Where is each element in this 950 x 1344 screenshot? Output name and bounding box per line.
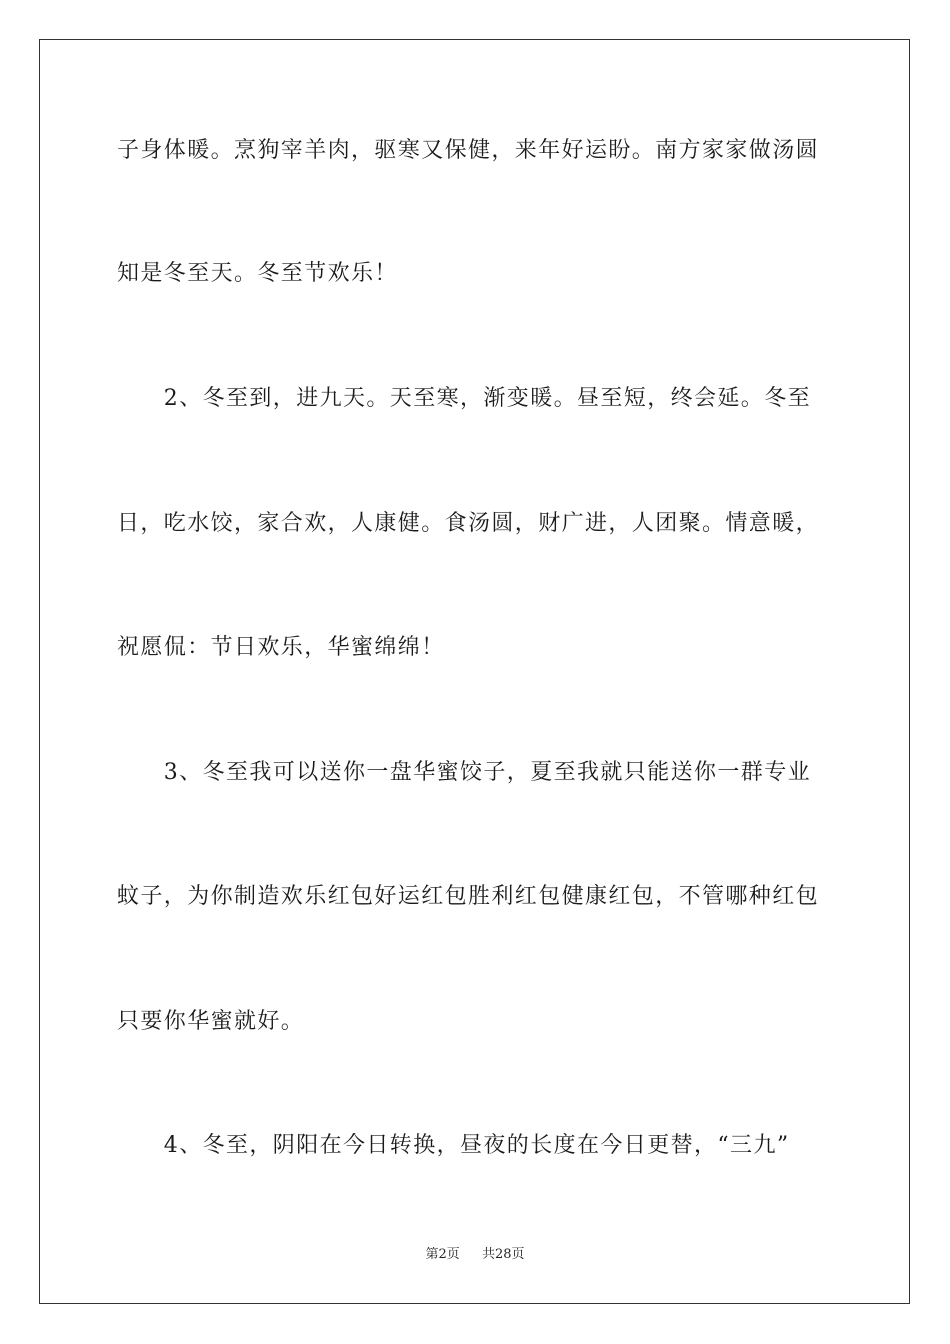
paragraph-line: 只要你华蜜就好。 [117, 1009, 305, 1034]
page-footer [0, 1246, 950, 1264]
paragraph-line: 祝愿侃：节日欢乐，华蜜绵绵！ [117, 635, 445, 660]
paragraph-line: 知是冬至天。冬至节欢乐！ [117, 261, 398, 286]
paragraph-line: 2、冬至到，进九天。天至寒，渐变暖。昼至短，终会延。冬至 [117, 386, 811, 411]
paragraph-line: 3、冬至我可以送你一盘华蜜饺子，夏至我就只能送你一群专业 [117, 760, 811, 785]
paragraph-line: 子身体暖。烹狗宰羊肉，驱寒又保健，来年好运盼。南方家家做汤圆 [117, 138, 820, 163]
total-pages: 共28页 [482, 1247, 525, 1262]
paragraph-line: 4、冬至，阴阳在今日转换，昼夜的长度在今日更替，“三九” [117, 1133, 790, 1158]
paragraph-line: 蚊子，为你制造欢乐红包好运红包胜利红包健康红包，不管哪种红包 [117, 884, 820, 909]
page-border [39, 39, 910, 1304]
paragraph-line: 日，吃水饺，家合欢，人康健。食汤圆，财广进，人团聚。情意暖， [117, 511, 820, 536]
page-number: 第2页 [425, 1247, 460, 1262]
